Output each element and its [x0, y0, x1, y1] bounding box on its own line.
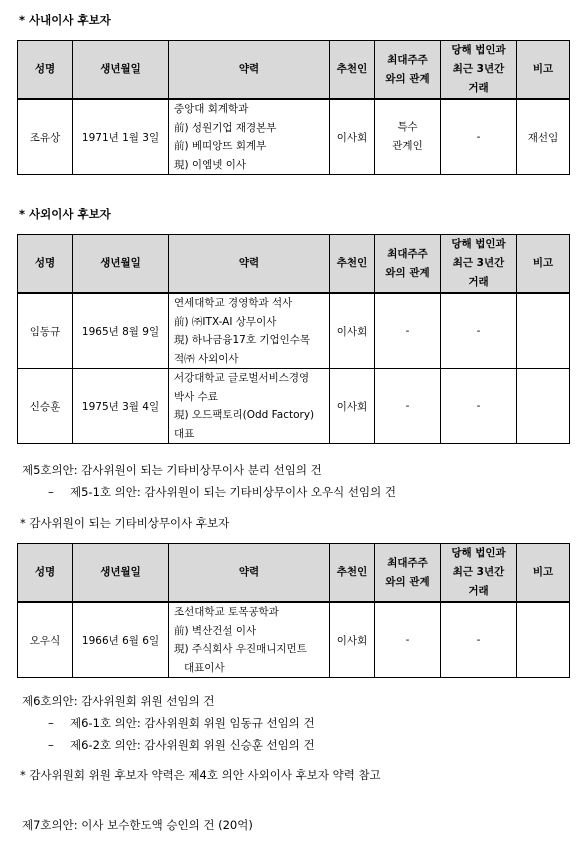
table-row — [18, 293, 570, 369]
candidate-birth: 1965년 8월 9일 — [73, 293, 169, 369]
career-line: 서강대학교 글로벌서비스경영 — [174, 372, 310, 384]
career-line: 前) 성원기업 재경본부 — [174, 121, 277, 134]
candidate-career — [169, 602, 330, 678]
agenda5-title: 제5호의안: 감사위원이 되는 기타비상무이사 분리 선임의 건 — [22, 463, 322, 477]
dash-bullet: – — [48, 738, 54, 752]
candidate-name: 임동규 — [18, 293, 73, 369]
header-note: 비고 — [517, 544, 570, 603]
candidate-relation: - — [375, 369, 441, 444]
candidate-note: 재선임 — [517, 99, 570, 175]
agenda5-sub1 — [48, 484, 396, 500]
candidate-career — [169, 99, 330, 175]
header-birth: 생년월일 — [73, 235, 169, 294]
candidate-relation: - — [375, 293, 441, 369]
agenda7-title: 제7호의안: 이사 보수한도액 승인의 건 (20억) — [22, 818, 253, 832]
header-relation: 최대주주 와의 관계 — [375, 41, 441, 100]
header-relation: 최대주주 와의 관계 — [375, 235, 441, 294]
table-header-row — [18, 544, 570, 603]
candidate-relation: 특수 관계인 — [375, 99, 441, 175]
candidate-recommender: 이사회 — [330, 602, 375, 678]
dash-bullet: – — [48, 485, 54, 499]
section-title-inside-director: * 사내이사 후보자 — [19, 13, 111, 27]
agenda6-title: 제6호의안: 감사위원회 위원 선임의 건 — [22, 694, 215, 708]
header-trade: 당해 법인과 최근 3년간 거래 — [441, 235, 517, 294]
header-career: 약력 — [169, 544, 330, 603]
career-line: 前) 베띠앙뜨 회계부 — [174, 140, 267, 152]
outside-director-table — [17, 234, 570, 444]
header-name: 성명 — [18, 544, 73, 603]
section-title-audit-director: * 감사위원이 되는 기타비상무이사 후보자 — [20, 516, 230, 530]
career-line: 대표 — [174, 427, 195, 440]
header-note: 비고 — [517, 41, 570, 100]
candidate-note — [517, 293, 570, 369]
career-line: 現) 오드팩토리(Odd Factory) — [174, 409, 315, 421]
table-row — [18, 602, 570, 678]
header-birth: 생년월일 — [73, 544, 169, 603]
candidate-recommender: 이사회 — [330, 369, 375, 444]
candidate-recommender: 이사회 — [330, 293, 375, 369]
candidate-name: 오우식 — [18, 602, 73, 678]
career-line: 前) ㈜ITX-AI 상무이사 — [174, 315, 277, 328]
header-career: 약력 — [169, 235, 330, 294]
header-note: 비고 — [517, 235, 570, 294]
candidate-note — [517, 369, 570, 444]
career-line: 적㈜ 사외이사 — [174, 352, 239, 365]
table-row — [18, 99, 570, 175]
career-line: 박사 수료 — [174, 390, 218, 403]
agenda6-note: * 감사위원회 위원 후보자 약력은 제4호 의안 사외이사 후보자 약력 참고 — [20, 768, 381, 782]
table-header-row — [18, 41, 570, 100]
career-line: 前) 벽산건설 이사 — [174, 624, 257, 637]
candidate-recommender: 이사회 — [330, 99, 375, 175]
candidate-name: 신승훈 — [18, 369, 73, 444]
career-line: 現) 주식회사 우진매니지먼트 — [174, 643, 307, 655]
candidate-trade: - — [441, 602, 517, 678]
candidate-trade: - — [441, 369, 517, 444]
career-line: 조선대학교 토목공학과 — [174, 606, 279, 618]
candidate-note — [517, 602, 570, 678]
agenda6-sub2 — [48, 737, 315, 753]
header-birth: 생년월일 — [73, 41, 169, 100]
header-relation: 최대주주 와의 관계 — [375, 544, 441, 603]
candidate-career — [169, 293, 330, 369]
candidate-birth: 1971년 1월 3일 — [73, 99, 169, 175]
candidate-trade: - — [441, 293, 517, 369]
header-trade: 당해 법인과 최근 3년간 거래 — [441, 41, 517, 100]
table-header-row — [18, 235, 570, 294]
inside-director-table — [17, 40, 570, 175]
agenda6-sub2-text: 제6-2호 의안: 감사위원회 위원 신승훈 선임의 건 — [70, 738, 315, 752]
header-trade: 당해 법인과 최근 3년간 거래 — [441, 544, 517, 603]
career-line: 現) 이엠넷 이사 — [174, 158, 246, 171]
candidate-birth: 1975년 3월 4일 — [73, 369, 169, 444]
dash-bullet: – — [48, 716, 54, 730]
header-recommender: 추천인 — [330, 544, 375, 603]
agenda5-sub1-text: 제5-1호 의안: 감사위원이 되는 기타비상무이사 오우식 선임의 건 — [70, 485, 396, 499]
candidate-birth: 1966년 6월 6일 — [73, 602, 169, 678]
candidate-trade: - — [441, 99, 517, 175]
table-row — [18, 369, 570, 444]
candidate-name: 조유상 — [18, 99, 73, 175]
header-recommender: 추천인 — [330, 41, 375, 100]
header-name: 성명 — [18, 41, 73, 100]
agenda6-sub1-text: 제6-1호 의안: 감사위원회 위원 임동규 선임의 건 — [70, 716, 315, 730]
section-title-outside-director: * 사외이사 후보자 — [19, 207, 111, 221]
career-line: 대표이사 — [174, 661, 225, 674]
career-line: 연세대학교 경영학과 석사 — [174, 297, 293, 309]
agenda6-sub1 — [48, 715, 315, 731]
header-name: 성명 — [18, 235, 73, 294]
audit-director-table — [17, 543, 570, 678]
candidate-career — [169, 369, 330, 444]
career-line: 중앙대 회계학과 — [174, 103, 249, 115]
header-career: 약력 — [169, 41, 330, 100]
header-recommender: 추천인 — [330, 235, 375, 294]
candidate-relation: - — [375, 602, 441, 678]
career-line: 現) 하나금융17호 기업인수목 — [174, 334, 311, 346]
